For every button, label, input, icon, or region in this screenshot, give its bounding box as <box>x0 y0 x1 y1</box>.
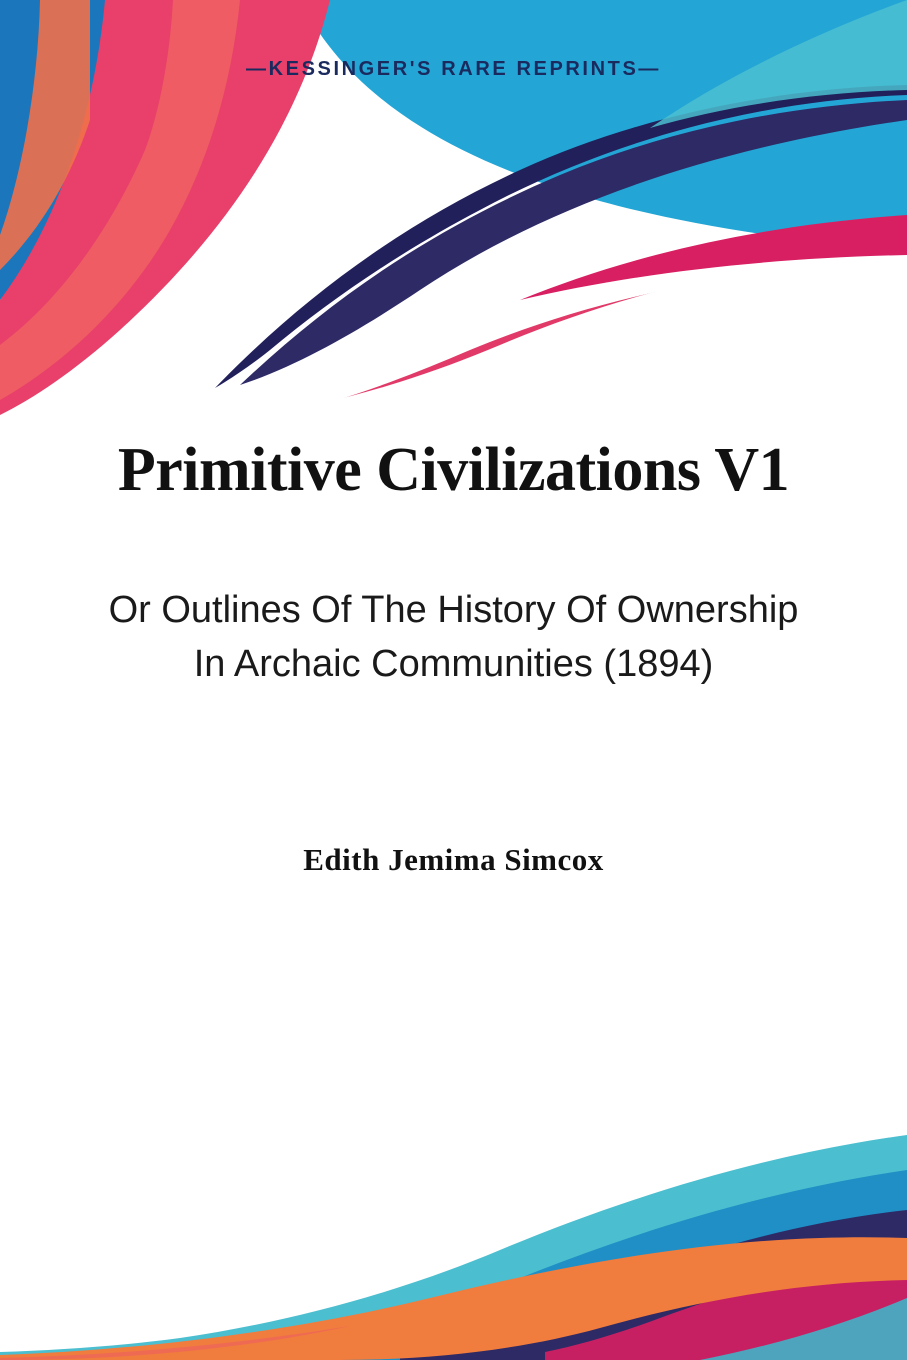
bottom-decorative-artwork <box>0 1100 907 1360</box>
page-title: Primitive Civilizations V1 <box>117 436 790 504</box>
author-name: Edith Jemima Simcox <box>303 841 604 877</box>
cover-text-block <box>0 430 907 878</box>
page-subtitle: Or Outlines Of The History Of Ownership In Archaic Communities (1894) <box>108 588 799 685</box>
publisher-imprint: —KESSINGER'S RARE REPRINTS— <box>245 58 661 80</box>
